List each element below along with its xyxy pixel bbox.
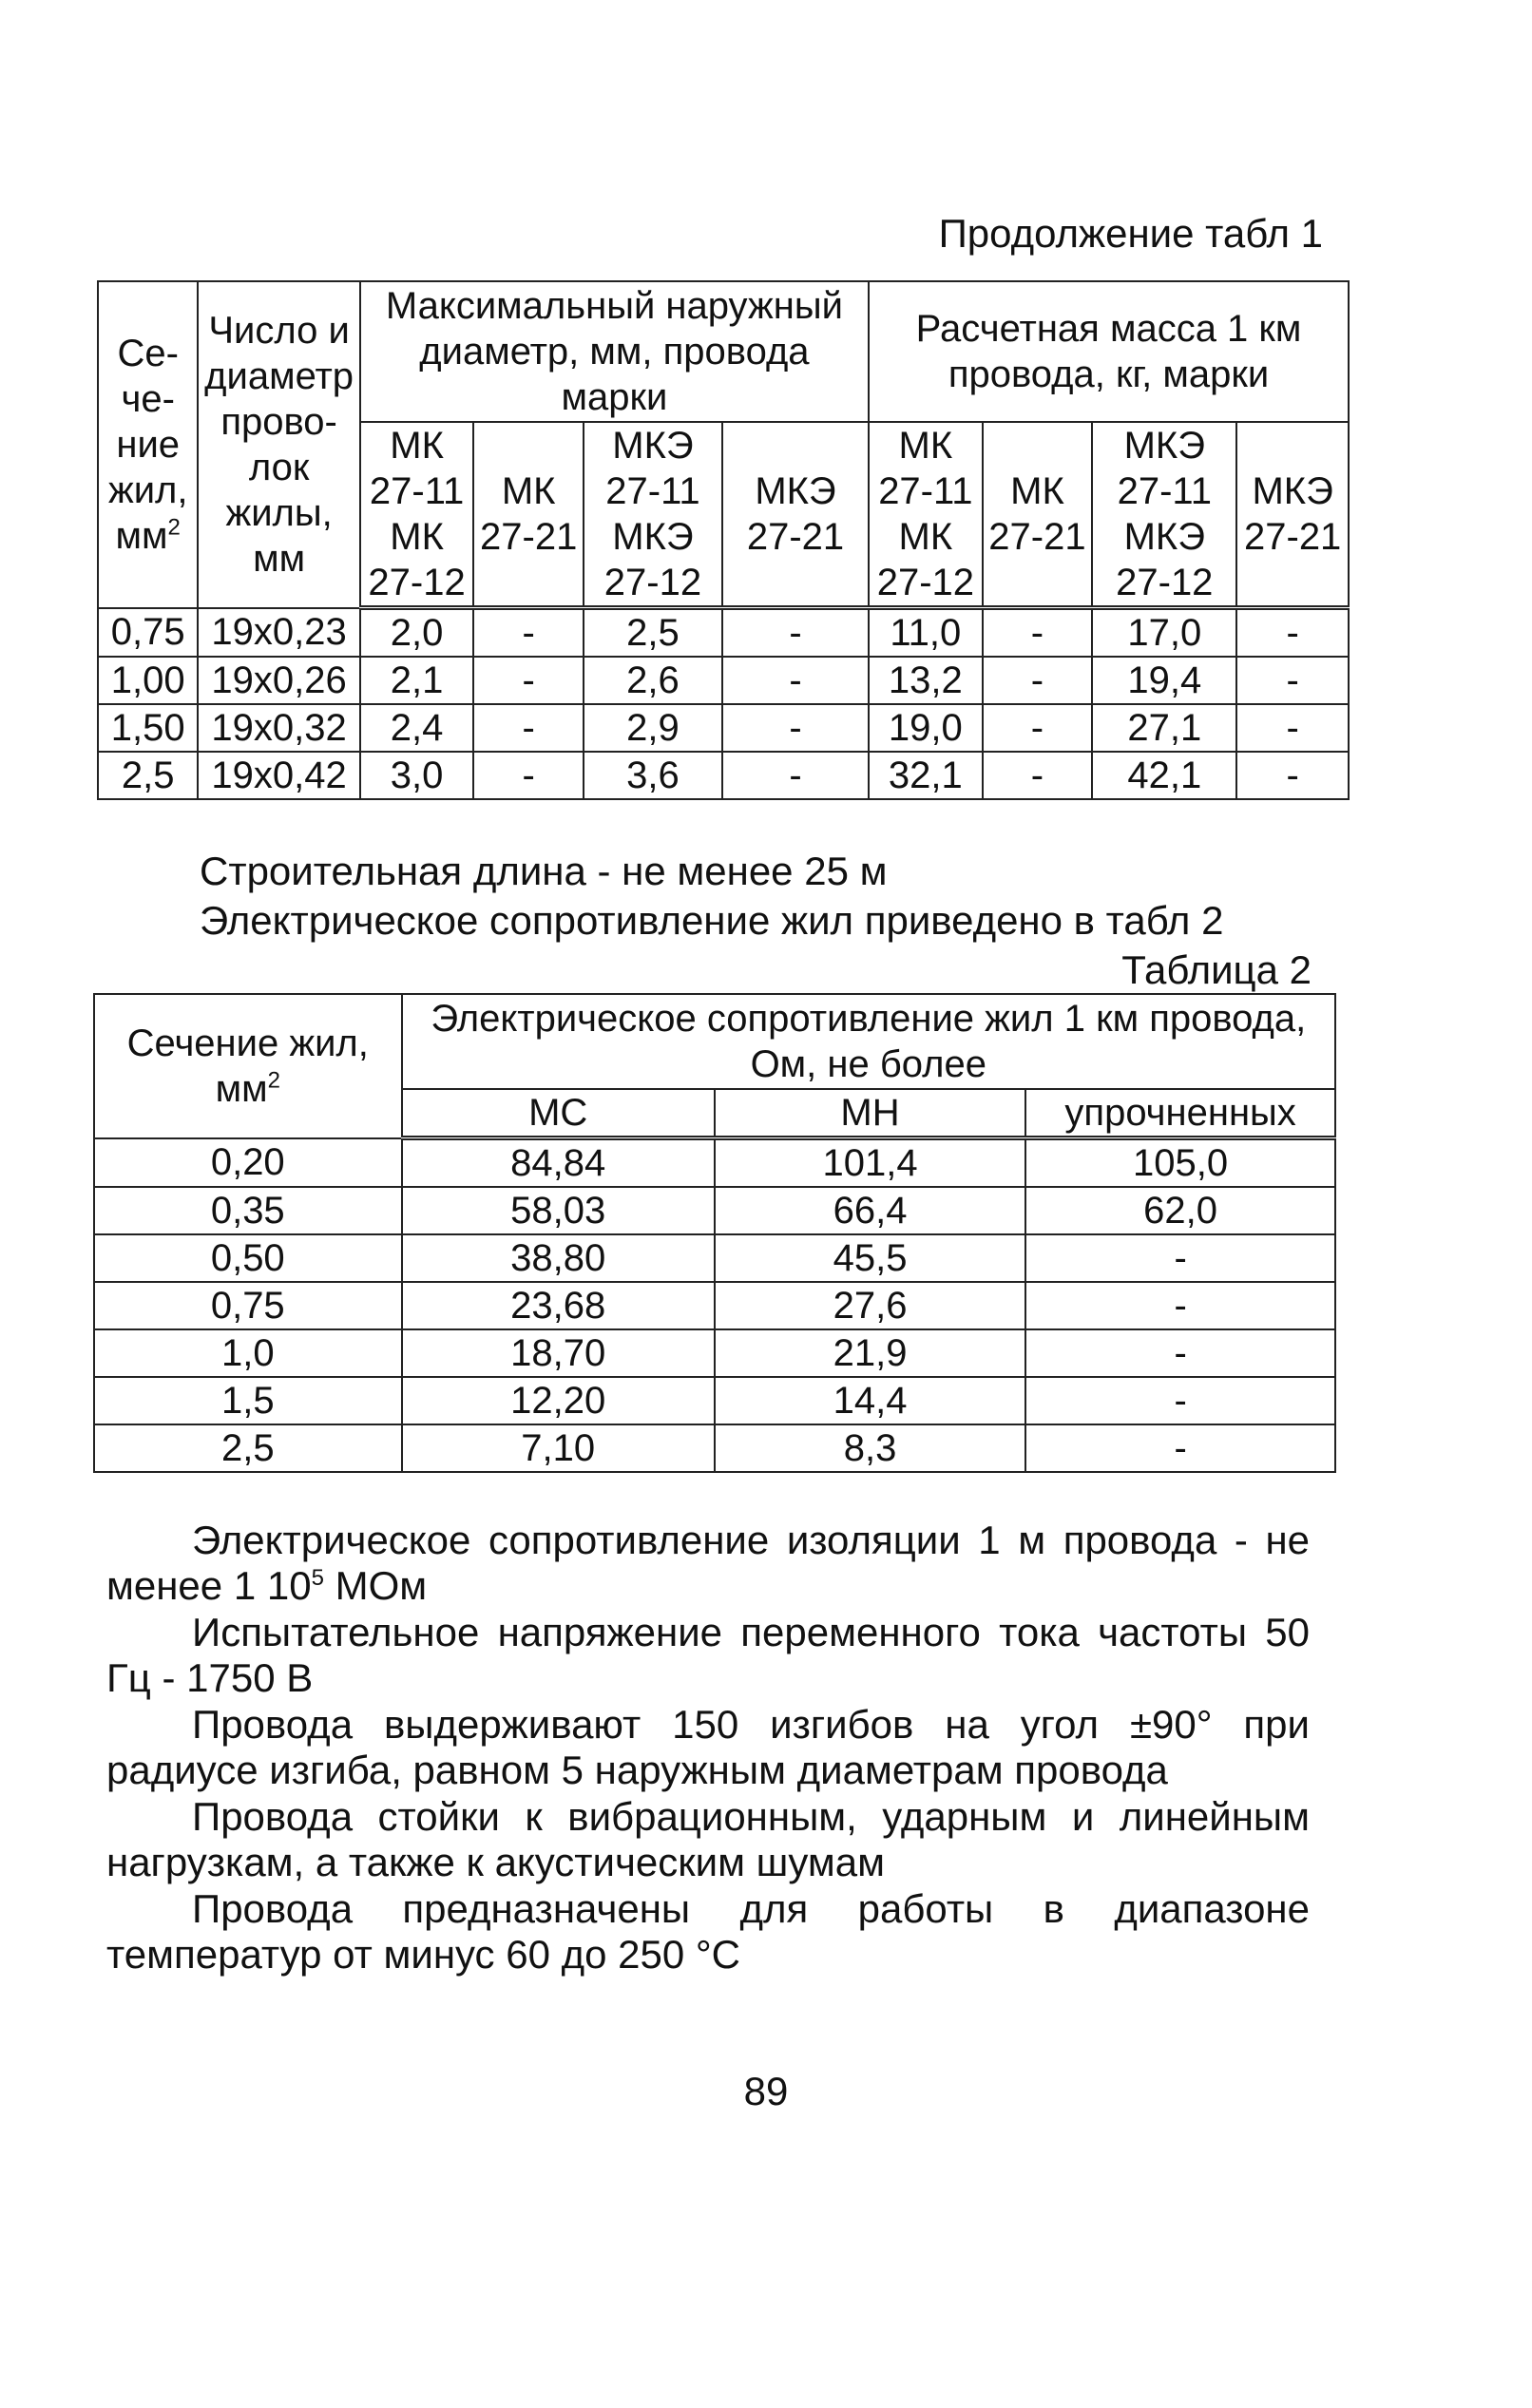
header-sub: МКЭ 27-11 МКЭ 27-12 (1092, 422, 1236, 608)
table-cell: 17,0 (1092, 608, 1236, 658)
table-row (94, 1282, 1335, 1329)
table-cell: 0,35 (94, 1187, 402, 1234)
table-cell: 19,4 (1092, 657, 1236, 704)
table-cell: 0,20 (94, 1138, 402, 1188)
table-cell: - (1025, 1424, 1335, 1472)
table-row (94, 1424, 1335, 1472)
vibration-paragraph: Провода стойки к вибрационным, ударным и линейным нагрузкам, а также к акустическим шумам (106, 1794, 1310, 1884)
table-cell: - (1236, 608, 1349, 658)
table-cell: 1,50 (98, 704, 198, 752)
table-cell: 3,6 (584, 752, 722, 799)
table-cell: 101,4 (715, 1138, 1025, 1188)
table-cell: 84,84 (402, 1138, 715, 1188)
table-row (98, 657, 1349, 704)
table-cell: - (722, 704, 869, 752)
header-wires: Число и диаметр прово- лок жилы, мм (198, 281, 359, 608)
build-length-text: Строительная длина - не менее 25 м (200, 849, 888, 893)
temperature-paragraph: Провода предназначены для работы в диапазоне температур от минус 60 до 250 °С (106, 1886, 1310, 1977)
table-cell: - (473, 608, 584, 658)
table-cell: 13,2 (869, 657, 983, 704)
table-cell: 45,5 (715, 1234, 1025, 1282)
header-sub: МКЭ 27-21 (1236, 422, 1349, 608)
table-cell: 3,0 (360, 752, 474, 799)
table-cell: 11,0 (869, 608, 983, 658)
table-cell: 0,75 (98, 608, 198, 658)
header-section: Сечение жил, $мм^2$ (94, 994, 402, 1138)
table-cell: 27,6 (715, 1282, 1025, 1329)
table-cell: 1,5 (94, 1377, 402, 1424)
table-cell: - (1236, 704, 1349, 752)
table-cell: 66,4 (715, 1187, 1025, 1234)
resistance-table (93, 993, 1336, 1473)
insulation-paragraph: Электрическое сопротивление изоляции 1 м провода - не менее 1 $10^5$ МОм (106, 1518, 1310, 1608)
table-cell: 2,0 (360, 608, 474, 658)
table-cell: - (983, 608, 1093, 658)
table-cell: 19x0,42 (198, 752, 359, 799)
table-cell: 19x0,26 (198, 657, 359, 704)
table-cell: 0,75 (94, 1282, 402, 1329)
table-cell: 2,1 (360, 657, 474, 704)
voltage-paragraph: Испытательное напряжение переменного тока частоты 50 Гц - 1750 В (106, 1610, 1310, 1700)
table-cell: 2,5 (94, 1424, 402, 1472)
table-cell: 62,0 (1025, 1187, 1335, 1234)
table-cell: 2,5 (98, 752, 198, 799)
table-cell: 38,80 (402, 1234, 715, 1282)
table-cell: - (983, 752, 1093, 799)
table-cell: 2,9 (584, 704, 722, 752)
table-cell: 7,10 (402, 1424, 715, 1472)
table-cell: - (1236, 752, 1349, 799)
table-cell: 19,0 (869, 704, 983, 752)
table-cell: - (1025, 1282, 1335, 1329)
table-row (94, 1234, 1335, 1282)
table-cell: 2,5 (584, 608, 722, 658)
header-sub: МН (715, 1089, 1025, 1138)
table-cell: 12,20 (402, 1377, 715, 1424)
header-sub: МС (402, 1089, 715, 1138)
table-cell: 27,1 (1092, 704, 1236, 752)
table-cell: 1,0 (94, 1329, 402, 1377)
header-sub: упрочненных (1025, 1089, 1335, 1138)
table-cell: - (1025, 1234, 1335, 1282)
table-cell: 23,68 (402, 1282, 715, 1329)
table-cell: 0,50 (94, 1234, 402, 1282)
table-cell: 8,3 (715, 1424, 1025, 1472)
table-cell: 42,1 (1092, 752, 1236, 799)
header-sub: МКЭ 27-21 (722, 422, 869, 608)
table-cell: - (1236, 657, 1349, 704)
table-cell: - (473, 752, 584, 799)
table-cell: - (473, 704, 584, 752)
cable-dimensions-table (97, 280, 1350, 800)
table-row (98, 752, 1349, 799)
table-cell: 2,6 (584, 657, 722, 704)
header-sub: МК 27-21 (473, 422, 584, 608)
bends-paragraph: Провода выдерживают 150 изгибов на угол ±90° при радиусе изгиба, равном 5 наружным диаметрам провода (106, 1702, 1310, 1792)
table-cell: 19x0,32 (198, 704, 359, 752)
table-row (98, 704, 1349, 752)
table-cell: 14,4 (715, 1377, 1025, 1424)
header-mass: Расчетная масса 1 км провода, кг, марки (869, 281, 1349, 422)
table-cell: - (722, 752, 869, 799)
header-sub: МК 27-11 МК 27-12 (360, 422, 474, 608)
table-cell: - (1025, 1329, 1335, 1377)
table-cell: - (983, 657, 1093, 704)
table-cell: 1,00 (98, 657, 198, 704)
page-number: 89 (743, 2069, 789, 2113)
header-section: Се- че- ние жил, $мм^2$ (98, 281, 198, 608)
header-sub: МКЭ 27-11 МКЭ 27-12 (584, 422, 722, 608)
table-cell: - (722, 657, 869, 704)
table1-caption: Продолжение табл 1 (938, 211, 1323, 256)
table-cell: - (473, 657, 584, 704)
header-sub: МК 27-11 МК 27-12 (869, 422, 983, 608)
table-cell: - (722, 608, 869, 658)
table-row (94, 1138, 1335, 1188)
table-cell: - (1025, 1377, 1335, 1424)
table-cell: 58,03 (402, 1187, 715, 1234)
table-cell: - (983, 704, 1093, 752)
table-cell: 2,4 (360, 704, 474, 752)
table-cell: 21,9 (715, 1329, 1025, 1377)
table-cell: 18,70 (402, 1329, 715, 1377)
table-cell: 105,0 (1025, 1138, 1335, 1188)
table-cell: 32,1 (869, 752, 983, 799)
table-row (94, 1329, 1335, 1377)
table-row (94, 1377, 1335, 1424)
table-row (98, 608, 1349, 658)
resistance-reference-text: Электрическое сопротивление жил приведено в табл 2 (200, 898, 1224, 943)
table-row (94, 1187, 1335, 1234)
table2-caption: Таблица 2 (1121, 947, 1312, 992)
table-cell: 19x0,23 (198, 608, 359, 658)
header-sub: МК 27-21 (983, 422, 1093, 608)
header-max-diameter: Максимальный наружный диаметр, мм, провода марки (360, 281, 869, 422)
header-resistance: Электрическое сопротивление жил 1 км провода, Ом, не более (402, 994, 1335, 1089)
